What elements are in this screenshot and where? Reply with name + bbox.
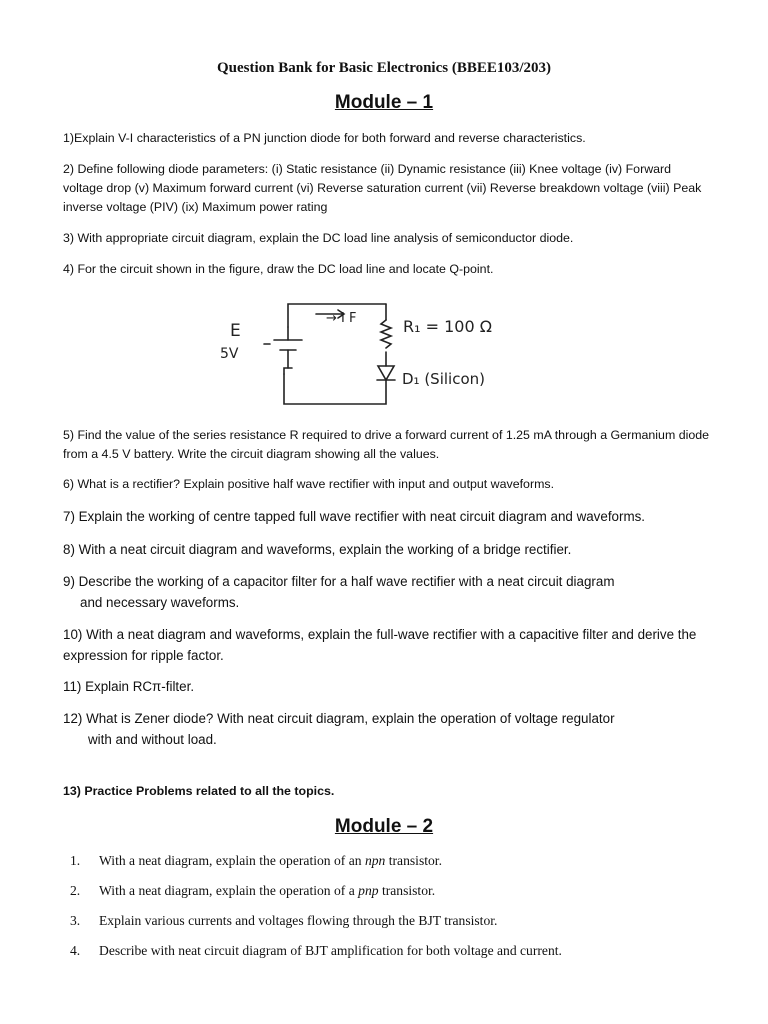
diode-label: D₁ (Silicon) [402,370,485,388]
question-5: 5) Find the value of the series resistance R required to drive a forward current of 1.25 mA through a Germanium diode from a 4.5 V battery. Write the circuit diagram showing all the values. [63,428,710,461]
module-2-heading: Module – 2 [334,816,434,837]
module-1-heading: Module – 1 [334,92,434,113]
resistor-symbol [381,320,391,348]
module-2-item [70,943,710,959]
question-3: 3) With appropriate circuit diagram, explain the DC load line analysis of semiconductor diode. [63,231,574,245]
document-title: Question Bank for Basic Electronics (BBEE103/203) [216,60,552,76]
module-2-item [70,913,710,929]
question-6: 6) What is a rectifier? Explain positive half wave rectifier with input and output waveforms. [63,477,555,491]
item-emphasis: pnp [358,883,379,898]
diode-symbol [378,366,394,380]
item-number: 2. [70,883,81,898]
item-text: With a neat diagram, explain the operation of a [99,883,359,898]
item-emphasis: npn [364,853,386,868]
resistor-label: R₁ = 100 Ω [403,317,492,336]
question-7: 7) Explain the working of centre tapped full wave rectifier with neat circuit diagram and waveforms. [63,509,646,524]
current-label: → I F [326,311,357,326]
module-2-item [70,853,710,869]
question-9 [63,571,713,613]
question-12-line-2: with and without load. [88,732,217,747]
module-2-item [70,883,710,899]
item-number: 4. [70,943,81,958]
question-2: 2) Define following diode parameters: (i) Static resistance (ii) Dynamic resistance (iii) Knee voltage (iv) Forward voltage drop (v) Maximum forward current (vi) Reverse saturation current (vii) Reverse breakdown voltage (viii) Peak inverse voltage (PIV) (ix) Maximum power rating [63,162,702,214]
question-10: 10) With a neat diagram and waveforms, explain the full-wave rectifier with a capacitive filter and derive the expression for ripple factor. [63,627,697,663]
question-12 [63,708,713,750]
item-number: 1. [70,853,81,868]
item-text-end: transistor. [378,883,436,898]
question-11: 11) Explain RCπ-filter. [63,679,195,694]
bottom-wire [284,374,386,404]
question-4: 4) For the circuit shown in the figure, draw the DC load line and locate Q-point. [63,262,494,276]
question-12-line-1: 12) What is Zener diode? With neat circuit diagram, explain the operation of voltage regulator [63,711,615,726]
circuit-figure [208,292,558,412]
question-8: 8) With a neat circuit diagram and waveforms, explain the working of a bridge rectifier. [63,542,572,557]
source-label: E [230,321,241,341]
item-text: With a neat diagram, explain the operation of an [99,853,365,868]
question-1: 1)Explain V-I characteristics of a PN junction diode for both forward and reverse characteristics. [63,131,586,145]
question-9-line-1: 9) Describe the working of a capacitor filter for a half wave rectifier with a neat circuit diagram [63,574,615,589]
item-text: Explain various currents and voltages flowing through the BJT transistor. [99,913,498,928]
question-13: 13) Practice Problems related to all the topics. [63,784,335,798]
item-text: Describe with neat circuit diagram of BJT amplification for both voltage and current. [99,943,562,958]
item-number: 3. [70,913,81,928]
item-text-end: transistor. [385,853,442,868]
question-9-line-2: and necessary waveforms. [80,595,240,610]
source-value: 5V [220,346,239,362]
